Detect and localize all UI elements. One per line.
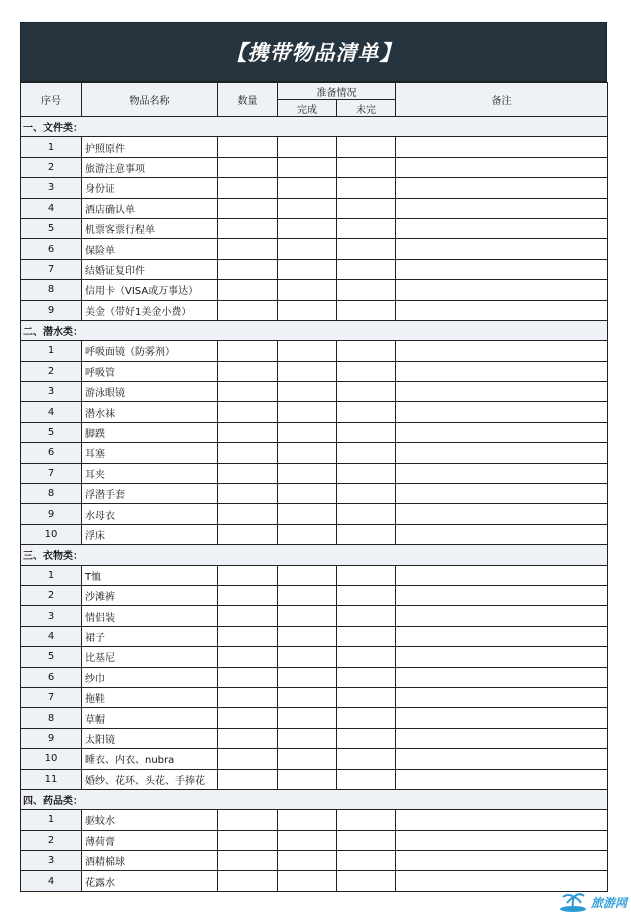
row-seq: 8 bbox=[21, 708, 82, 728]
row-qty[interactable] bbox=[218, 157, 278, 177]
row-done[interactable] bbox=[278, 606, 337, 626]
row-seq: 9 bbox=[21, 300, 82, 320]
row-item-name: 信用卡（VISA或万事达） bbox=[82, 280, 218, 300]
row-note[interactable] bbox=[396, 728, 608, 748]
row-seq: 7 bbox=[21, 687, 82, 707]
row-undone[interactable] bbox=[337, 769, 396, 789]
row-note[interactable] bbox=[396, 300, 608, 320]
row-qty[interactable] bbox=[218, 484, 278, 504]
row-qty[interactable] bbox=[218, 585, 278, 605]
row-qty[interactable] bbox=[218, 851, 278, 871]
category-label: 四、药品类： bbox=[21, 789, 608, 809]
table-row bbox=[21, 218, 608, 238]
row-seq: 4 bbox=[21, 402, 82, 422]
header-name: 物品名称 bbox=[82, 83, 218, 117]
header-prep: 准备情况 bbox=[278, 83, 396, 100]
row-done[interactable] bbox=[278, 300, 337, 320]
row-seq: 9 bbox=[21, 504, 82, 524]
row-item-name: 睡衣、内衣、nubra bbox=[82, 749, 218, 769]
row-seq: 2 bbox=[21, 361, 82, 381]
row-item-name: 浮床 bbox=[82, 524, 218, 544]
row-done[interactable] bbox=[278, 259, 337, 279]
row-note[interactable] bbox=[396, 626, 608, 646]
table-row bbox=[21, 585, 608, 605]
table-row bbox=[21, 443, 608, 463]
category-row bbox=[21, 789, 608, 809]
row-done[interactable] bbox=[278, 687, 337, 707]
row-undone[interactable] bbox=[337, 402, 396, 422]
row-qty[interactable] bbox=[218, 422, 278, 442]
row-seq: 4 bbox=[21, 871, 82, 891]
row-seq: 7 bbox=[21, 259, 82, 279]
row-note[interactable] bbox=[396, 708, 608, 728]
row-item-name: 美金（带好1美金小费） bbox=[82, 300, 218, 320]
row-item-name: 沙滩裤 bbox=[82, 585, 218, 605]
table-row bbox=[21, 626, 608, 646]
row-seq: 11 bbox=[21, 769, 82, 789]
row-note[interactable] bbox=[396, 524, 608, 544]
category-row bbox=[21, 117, 608, 137]
row-seq: 8 bbox=[21, 280, 82, 300]
row-undone[interactable] bbox=[337, 239, 396, 259]
table-row bbox=[21, 647, 608, 667]
row-undone[interactable] bbox=[337, 728, 396, 748]
row-undone[interactable] bbox=[337, 382, 396, 402]
row-note[interactable] bbox=[396, 606, 608, 626]
row-seq: 5 bbox=[21, 647, 82, 667]
row-qty[interactable] bbox=[218, 239, 278, 259]
row-note[interactable] bbox=[396, 851, 608, 871]
row-undone[interactable] bbox=[337, 851, 396, 871]
row-item-name: 浮潜手套 bbox=[82, 484, 218, 504]
row-undone[interactable] bbox=[337, 667, 396, 687]
row-note[interactable] bbox=[396, 687, 608, 707]
table-row bbox=[21, 239, 608, 259]
row-seq: 4 bbox=[21, 198, 82, 218]
table-row bbox=[21, 484, 608, 504]
row-qty[interactable] bbox=[218, 361, 278, 381]
row-item-name: 潜水袜 bbox=[82, 402, 218, 422]
row-undone[interactable] bbox=[337, 157, 396, 177]
row-seq: 1 bbox=[21, 137, 82, 157]
row-seq: 8 bbox=[21, 484, 82, 504]
row-item-name: 保险单 bbox=[82, 239, 218, 259]
row-undone[interactable] bbox=[337, 687, 396, 707]
row-qty[interactable] bbox=[218, 810, 278, 830]
table-header bbox=[21, 83, 608, 117]
row-item-name: 游泳眼镜 bbox=[82, 382, 218, 402]
row-seq: 6 bbox=[21, 239, 82, 259]
table-row bbox=[21, 524, 608, 544]
row-seq: 6 bbox=[21, 443, 82, 463]
row-done[interactable] bbox=[278, 810, 337, 830]
row-done[interactable] bbox=[278, 198, 337, 218]
row-qty[interactable] bbox=[218, 769, 278, 789]
row-qty[interactable] bbox=[218, 667, 278, 687]
row-undone[interactable] bbox=[337, 606, 396, 626]
row-seq: 5 bbox=[21, 422, 82, 442]
row-seq: 5 bbox=[21, 218, 82, 238]
table-row bbox=[21, 361, 608, 381]
table-row bbox=[21, 667, 608, 687]
table-row bbox=[21, 708, 608, 728]
category-label: 三、衣物类： bbox=[21, 545, 608, 565]
table-row bbox=[21, 198, 608, 218]
row-undone[interactable] bbox=[337, 422, 396, 442]
row-seq: 2 bbox=[21, 585, 82, 605]
row-done[interactable] bbox=[278, 361, 337, 381]
row-item-name: 比基尼 bbox=[82, 647, 218, 667]
row-item-name: 耳夹 bbox=[82, 463, 218, 483]
row-done[interactable] bbox=[278, 830, 337, 850]
row-item-name: 呼吸面镜（防雾剂） bbox=[82, 341, 218, 361]
row-undone[interactable] bbox=[337, 810, 396, 830]
row-done[interactable] bbox=[278, 871, 337, 891]
row-item-name: 身份证 bbox=[82, 178, 218, 198]
row-seq: 3 bbox=[21, 606, 82, 626]
row-item-name: 耳塞 bbox=[82, 443, 218, 463]
row-qty[interactable] bbox=[218, 178, 278, 198]
row-undone[interactable] bbox=[337, 300, 396, 320]
row-done[interactable] bbox=[278, 443, 337, 463]
row-done[interactable] bbox=[278, 422, 337, 442]
header-qty: 数量 bbox=[218, 83, 278, 117]
row-undone[interactable] bbox=[337, 218, 396, 238]
row-note[interactable] bbox=[396, 484, 608, 504]
row-done[interactable] bbox=[278, 178, 337, 198]
table-row bbox=[21, 769, 608, 789]
table-row bbox=[21, 259, 608, 279]
row-item-name: 拖鞋 bbox=[82, 687, 218, 707]
title-bar bbox=[20, 22, 607, 82]
row-done[interactable] bbox=[278, 585, 337, 605]
row-seq: 3 bbox=[21, 178, 82, 198]
row-done[interactable] bbox=[278, 728, 337, 748]
row-seq: 10 bbox=[21, 749, 82, 769]
row-note[interactable] bbox=[396, 382, 608, 402]
row-undone[interactable] bbox=[337, 626, 396, 646]
row-done[interactable] bbox=[278, 382, 337, 402]
row-qty[interactable] bbox=[218, 687, 278, 707]
row-qty[interactable] bbox=[218, 871, 278, 891]
row-item-name: 裙子 bbox=[82, 626, 218, 646]
row-seq: 4 bbox=[21, 626, 82, 646]
row-undone[interactable] bbox=[337, 137, 396, 157]
row-item-name: 旅游注意事项 bbox=[82, 157, 218, 177]
row-done[interactable] bbox=[278, 137, 337, 157]
row-note[interactable] bbox=[396, 749, 608, 769]
row-undone[interactable] bbox=[337, 585, 396, 605]
table-body bbox=[21, 117, 608, 892]
table-row bbox=[21, 606, 608, 626]
table-row bbox=[21, 851, 608, 871]
table-row bbox=[21, 810, 608, 830]
table-row bbox=[21, 830, 608, 850]
category-label: 二、潜水类： bbox=[21, 320, 608, 340]
table-row bbox=[21, 463, 608, 483]
row-note[interactable] bbox=[396, 810, 608, 830]
checklist-sheet bbox=[20, 22, 607, 892]
row-seq: 9 bbox=[21, 728, 82, 748]
checklist-table bbox=[20, 82, 608, 892]
row-done[interactable] bbox=[278, 484, 337, 504]
row-done[interactable] bbox=[278, 708, 337, 728]
row-note[interactable] bbox=[396, 871, 608, 891]
table-row bbox=[21, 687, 608, 707]
page-title: 【携带物品清单】 bbox=[225, 41, 402, 65]
row-qty[interactable] bbox=[218, 830, 278, 850]
row-done[interactable] bbox=[278, 239, 337, 259]
row-undone[interactable] bbox=[337, 361, 396, 381]
row-item-name: 情侣装 bbox=[82, 606, 218, 626]
row-note[interactable] bbox=[396, 239, 608, 259]
row-item-name: 草帽 bbox=[82, 708, 218, 728]
row-qty[interactable] bbox=[218, 137, 278, 157]
row-note[interactable] bbox=[396, 443, 608, 463]
table-row bbox=[21, 422, 608, 442]
row-seq: 1 bbox=[21, 810, 82, 830]
row-note[interactable] bbox=[396, 585, 608, 605]
row-item-name: 酒精棉球 bbox=[82, 851, 218, 871]
row-item-name: 薄荷膏 bbox=[82, 830, 218, 850]
row-undone[interactable] bbox=[337, 280, 396, 300]
row-undone[interactable] bbox=[337, 484, 396, 504]
table-row bbox=[21, 178, 608, 198]
row-note[interactable] bbox=[396, 178, 608, 198]
row-qty[interactable] bbox=[218, 463, 278, 483]
header-note: 备注 bbox=[396, 83, 608, 117]
category-label: 一、文件类： bbox=[21, 117, 608, 137]
row-note[interactable] bbox=[396, 769, 608, 789]
row-done[interactable] bbox=[278, 565, 337, 585]
row-note[interactable] bbox=[396, 259, 608, 279]
row-qty[interactable] bbox=[218, 300, 278, 320]
header-undone: 未完 bbox=[337, 100, 396, 117]
row-qty[interactable] bbox=[218, 382, 278, 402]
row-undone[interactable] bbox=[337, 647, 396, 667]
table-row bbox=[21, 871, 608, 891]
row-qty[interactable] bbox=[218, 565, 278, 585]
row-note[interactable] bbox=[396, 198, 608, 218]
row-undone[interactable] bbox=[337, 749, 396, 769]
row-seq: 2 bbox=[21, 157, 82, 177]
row-undone[interactable] bbox=[337, 341, 396, 361]
row-qty[interactable] bbox=[218, 280, 278, 300]
row-seq: 6 bbox=[21, 667, 82, 687]
category-row bbox=[21, 320, 608, 340]
row-item-name: 婚纱、花环、头花、手捧花 bbox=[82, 769, 218, 789]
table-row bbox=[21, 157, 608, 177]
row-done[interactable] bbox=[278, 769, 337, 789]
row-done[interactable] bbox=[278, 280, 337, 300]
row-qty[interactable] bbox=[218, 402, 278, 422]
row-seq: 1 bbox=[21, 565, 82, 585]
row-undone[interactable] bbox=[337, 259, 396, 279]
row-note[interactable] bbox=[396, 137, 608, 157]
row-done[interactable] bbox=[278, 626, 337, 646]
row-undone[interactable] bbox=[337, 463, 396, 483]
row-qty[interactable] bbox=[218, 647, 278, 667]
row-qty[interactable] bbox=[218, 341, 278, 361]
row-done[interactable] bbox=[278, 341, 337, 361]
row-done[interactable] bbox=[278, 218, 337, 238]
row-item-name: 太阳镜 bbox=[82, 728, 218, 748]
row-undone[interactable] bbox=[337, 830, 396, 850]
row-seq: 7 bbox=[21, 463, 82, 483]
header-done: 完成 bbox=[278, 100, 337, 117]
row-qty[interactable] bbox=[218, 198, 278, 218]
row-done[interactable] bbox=[278, 402, 337, 422]
row-seq: 1 bbox=[21, 341, 82, 361]
row-qty[interactable] bbox=[218, 606, 278, 626]
row-note[interactable] bbox=[396, 361, 608, 381]
row-note[interactable] bbox=[396, 402, 608, 422]
table-row bbox=[21, 280, 608, 300]
row-item-name: 酒店确认单 bbox=[82, 198, 218, 218]
row-undone[interactable] bbox=[337, 443, 396, 463]
row-item-name: 纱巾 bbox=[82, 667, 218, 687]
row-qty[interactable] bbox=[218, 749, 278, 769]
row-item-name: 花露水 bbox=[82, 871, 218, 891]
row-note[interactable] bbox=[396, 341, 608, 361]
row-item-name: 机票客票行程单 bbox=[82, 218, 218, 238]
category-row bbox=[21, 545, 608, 565]
row-seq: 3 bbox=[21, 851, 82, 871]
row-undone[interactable] bbox=[337, 871, 396, 891]
row-item-name: 结婚证复印件 bbox=[82, 259, 218, 279]
row-note[interactable] bbox=[396, 463, 608, 483]
row-undone[interactable] bbox=[337, 198, 396, 218]
row-done[interactable] bbox=[278, 157, 337, 177]
row-note[interactable] bbox=[396, 830, 608, 850]
row-done[interactable] bbox=[278, 647, 337, 667]
row-done[interactable] bbox=[278, 667, 337, 687]
row-qty[interactable] bbox=[218, 259, 278, 279]
row-note[interactable] bbox=[396, 157, 608, 177]
row-item-name: 护照原件 bbox=[82, 137, 218, 157]
row-note[interactable] bbox=[396, 504, 608, 524]
watermark-text: 旅游网 bbox=[590, 895, 627, 910]
row-seq: 3 bbox=[21, 382, 82, 402]
row-item-name: T恤 bbox=[82, 565, 218, 585]
row-qty[interactable] bbox=[218, 708, 278, 728]
row-undone[interactable] bbox=[337, 504, 396, 524]
row-note[interactable] bbox=[396, 647, 608, 667]
row-qty[interactable] bbox=[218, 524, 278, 544]
row-item-name: 脚蹼 bbox=[82, 422, 218, 442]
table-row bbox=[21, 382, 608, 402]
row-qty[interactable] bbox=[218, 443, 278, 463]
row-note[interactable] bbox=[396, 565, 608, 585]
row-note[interactable] bbox=[396, 422, 608, 442]
row-item-name: 呼吸管 bbox=[82, 361, 218, 381]
table-row bbox=[21, 341, 608, 361]
table-row bbox=[21, 300, 608, 320]
header-seq: 序号 bbox=[21, 83, 82, 117]
row-done[interactable] bbox=[278, 749, 337, 769]
row-seq: 2 bbox=[21, 830, 82, 850]
table-row bbox=[21, 504, 608, 524]
row-done[interactable] bbox=[278, 504, 337, 524]
table-row bbox=[21, 565, 608, 585]
row-item-name: 水母衣 bbox=[82, 504, 218, 524]
row-qty[interactable] bbox=[218, 728, 278, 748]
row-undone[interactable] bbox=[337, 708, 396, 728]
row-qty[interactable] bbox=[218, 218, 278, 238]
row-done[interactable] bbox=[278, 851, 337, 871]
row-undone[interactable] bbox=[337, 524, 396, 544]
watermark bbox=[558, 891, 627, 913]
row-undone[interactable] bbox=[337, 565, 396, 585]
row-qty[interactable] bbox=[218, 626, 278, 646]
row-undone[interactable] bbox=[337, 178, 396, 198]
table-row bbox=[21, 402, 608, 422]
row-qty[interactable] bbox=[218, 504, 278, 524]
row-note[interactable] bbox=[396, 280, 608, 300]
row-done[interactable] bbox=[278, 463, 337, 483]
table-row bbox=[21, 749, 608, 769]
table-row bbox=[21, 137, 608, 157]
row-seq: 10 bbox=[21, 524, 82, 544]
row-note[interactable] bbox=[396, 667, 608, 687]
table-row bbox=[21, 728, 608, 748]
row-item-name: 驱蚊水 bbox=[82, 810, 218, 830]
palm-island-icon bbox=[558, 891, 588, 913]
row-note[interactable] bbox=[396, 218, 608, 238]
row-done[interactable] bbox=[278, 524, 337, 544]
